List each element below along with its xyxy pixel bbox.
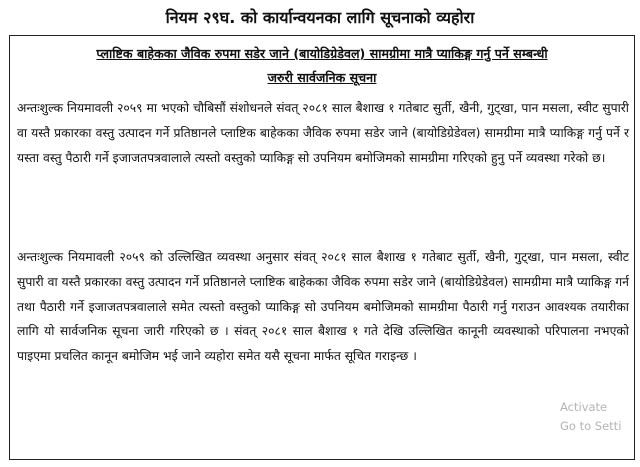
paragraph-2: अन्तःशुल्क नियमावली २०५९ को उल्लिखित व्यवस्था अनुसार संवत् २०८१ साल बैशाख १ गतेबाट सुर्ती, खैनी, गुट्खा, पान मसला, स्वीट सुपारी वा यस्तै प्रकारका वस्तु उत्पादन गर्ने प्रतिष्ठानले प्लाष्टिक बाहेकका जैविक रुपमा सडेर जाने (बायोडिग्रेडेवल) सामग्रीमा मात्रै प्याकिङ्ग गर्न तथा पैठारी गर्ने इजाजतपत्रवालाले समेत त्यस्तो वस्तुको प्याकिङ्ग सो उपनियम बमोजिमको सामग्रीमा पैठारी गर्नु गराउन आवश्यक तयारीका लागि यो सार्वजनिक सूचना जारी गरिएको छ । संवत् २०८१ साल बैशाख १ गते देखि उल्लिखित कानूनी व्यवस्थाको परिपालना नभएको पाइएमा प्रचलित कानून बमोजिम भई जाने व्यहोरा समेत यसै सूचना मार्फत सूचित गराइन्छ । [17,250,629,364]
notice-title-line1: प्लाष्टिक बाहेकका जैविक रुपमा सडेर जाने (बायोडिग्रेडेवल) सामग्रीमा मात्रै प्याकिङ्ग गर्नु पर्ने सम्बन्धी [96,46,548,61]
notice-title [10,42,634,90]
watermark-line2: Go to Setti [560,419,622,433]
paragraph-1: अन्तःशुल्क नियमावली २०५९ मा भएको चौबिसौं संशोधनले संवत् २०८१ साल बैशाख १ गतेबाट सुर्ती, खैनी, गुट्खा, पान मसला, स्वीट सुपारी वा यस्तै प्रकारका वस्तु उत्पादन गर्ने प्रतिष्ठानले प्लाष्टिक बाहेकका जैविक रुपमा सडेर जाने (बायोडिग्रेडेवल) सामग्रीमा मात्रै प्याकिङ्ग गर्नु पर्ने र यस्ता वस्तु पैठारी गर्ने इजाजतपत्रवालाले त्यस्तो वस्तुको प्याकिङ्ग सो उपनियम बमोजिमको सामग्रीमा गरिएको हुनु पर्ने व्यवस्था गरेको छ। [17,101,629,165]
watermark-line1: Activate [560,400,608,414]
notice-title-line2: जरुरी सार्वजनिक सूचना [267,70,377,85]
notice-frame [9,35,635,460]
page-heading: नियम २९घ. को कार्यान्वयनका लागि सूचनाको व्यहोरा [165,8,475,27]
